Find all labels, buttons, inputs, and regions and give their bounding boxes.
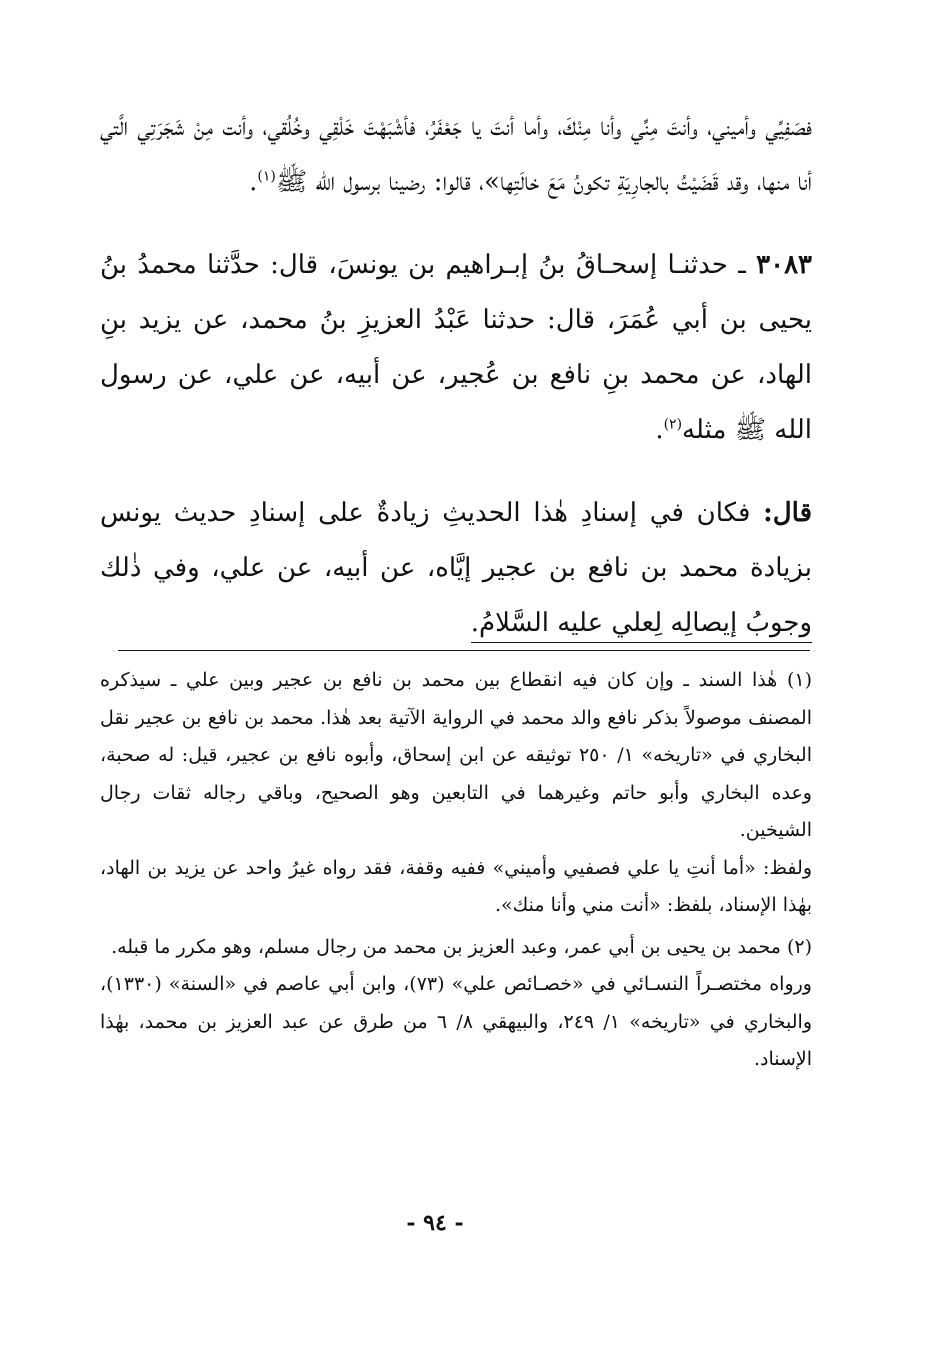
period: .	[249, 167, 258, 197]
footnotes	[100, 662, 812, 1079]
spacer	[100, 210, 812, 238]
footnote-1-continued: ولفظ: «أما أنتِ يا علي فصفيي وأميني» ففيه وقفة، فقد رواه غيرُ واحد عن يزيد بن الهاد، بهٰذا الإسناد، بلفظ: «أنت مني وأنا منك».	[100, 856, 812, 916]
qal-label: قال:	[763, 498, 812, 528]
period: .	[655, 415, 664, 445]
hadith-number: ٣٠٨٣	[756, 250, 812, 280]
hadith-dash: ـ	[727, 250, 757, 280]
footnote-1: (١) هٰذا السند ـ وإن كان فيه انقطاع بين محمد بن نافع بن عجير وبين علي ـ سيذكره المصنف موصولاً بذكر نافع والد محمد في الرواية الآتية بعد هٰذا. محمد بن نافع بن عجير نقل البخاري في «تاريخه» ١/ ٢٥٠ توثيقه عن ابن إسحاق، وأبوه نافع بن عجير، قيل: له صحبة، وعده البخاري وأبو حاتم وغيرهما في التابعين وهو الصحيح، وباقي رجاله ثقات رجال الشيخين.	[100, 669, 812, 841]
page-number: - ٩٤ -	[406, 1210, 464, 1236]
paragraph-text: فصَفِيِّي وأميني، وأنتَ مِنِّي وأنا مِنْكَ، وأما أنتَ يا جَعْفَرُ، فأشْبَهْتَ خَلْقِي وخُلُقي، وأنت مِنْ شَجَرَتِي الَّتي أنا منها، وقد قَضَيْتُ بالجارِيَةِ تكونُ مَعَ خالَتِها»، قالوا: رضينا برسول الله ﷺ	[100, 112, 812, 197]
underlined-conclusion: وجوبُ إيصالِه لِعلي عليه السَّلامُ.	[471, 608, 812, 643]
footnote-2: (٢) محمد بن يحيى بن أبي عمر، وعبد العزيز بن محمد من رجال مسلم، وهو مكرر ما قبله.	[111, 935, 812, 958]
main-text	[100, 100, 812, 651]
footnote-ref-2: (٢)	[663, 416, 683, 433]
footnote-divider	[118, 650, 810, 651]
footnote-ref-1: (١)	[257, 168, 276, 185]
spacer	[100, 458, 812, 486]
hadith-3083	[100, 238, 812, 458]
commentary-paragraph	[100, 486, 812, 651]
paragraph-hadith-end	[100, 100, 812, 210]
footnote-2-continued: ورواه مختصـراً النسـائي في «خصـائص علي» (٧٣)، وابن أبي عاصم في «السنة» (١٣٣٠)، والبخاري في «تاريخه» ١/ ٢٤٩، والبيهقي ٨/ ٦ من طرق عن عبد العزيز بن محمد، بهٰذا الإسناد.	[100, 973, 812, 1070]
hadith-text: حدثنـا إسحـاقُ بنُ إبـراهيم بن يونسَ، قال: حدَّثنا محمدُ بنُ يحيى بن أبي عُمَرَ، قال: حدثنا عَبْدُ العزيزِ بنُ محمد، عن يزيد بنِ الهاد، عن محمد بنِ نافع بن عُجير، عن أبيه، عن علي، عن رسول الله ﷺ مثله	[100, 250, 812, 445]
commentary-text: فكان في إسنادِ هٰذا الحديثِ زيادةٌ على إسنادِ حديث يونس بزيادة محمد بن نافع بن عجير إيَّاه، عن أبيه، عن علي، وفي ذٰلك	[100, 498, 812, 583]
